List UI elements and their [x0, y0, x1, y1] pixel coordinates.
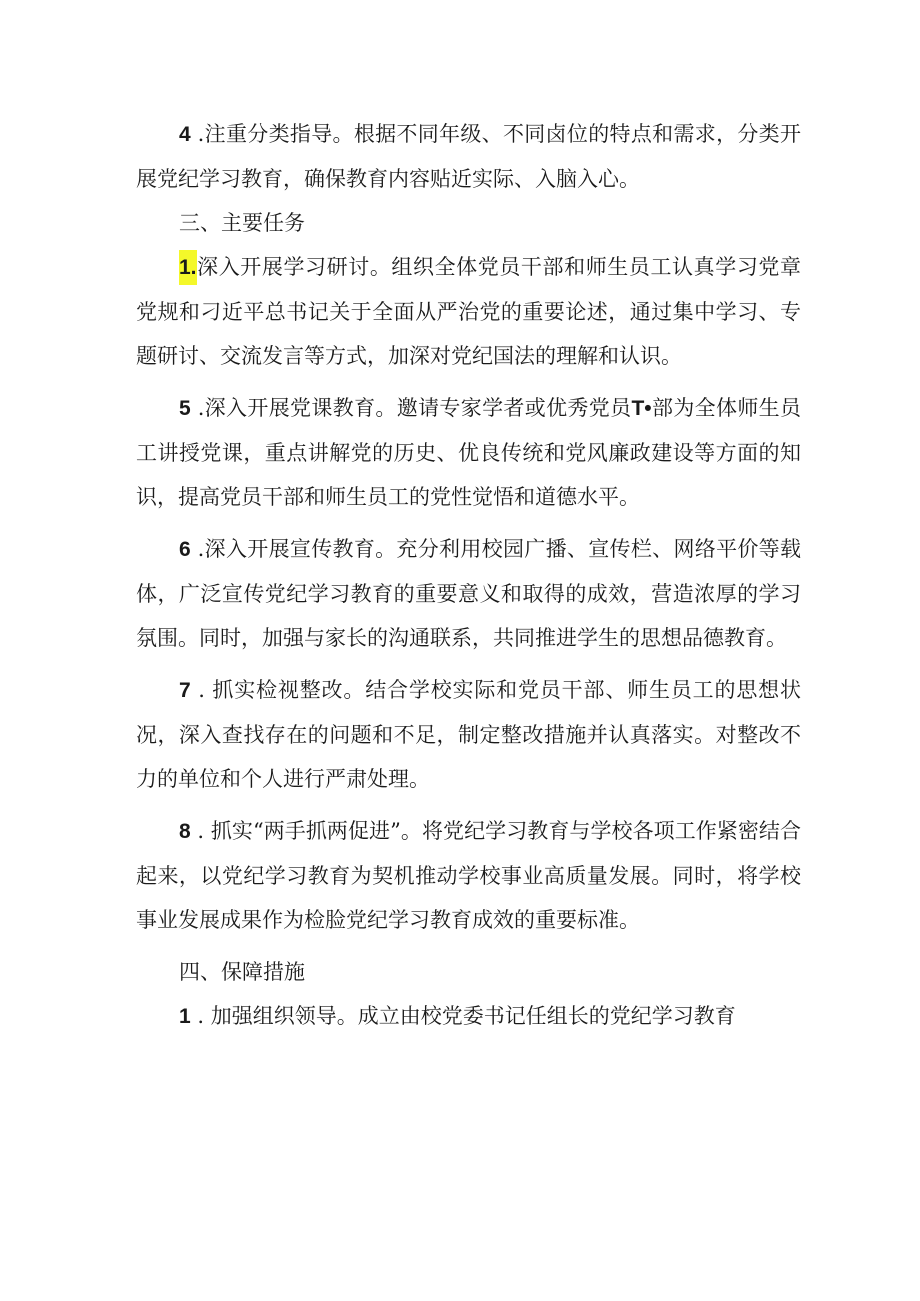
- paragraph-task-5: [136, 386, 801, 519]
- paragraph-text: . 抓实“两手抓两促进”。将党纪学习教育与学校各项工作紧密结合起来，以党纪学习教育为契机推动学校事业高质量发展。同时，将学校事业发展成果作为检脸党纪学习教育成效的重要标准。: [136, 819, 801, 932]
- paragraph-guarantee-1: [136, 994, 801, 1039]
- section-heading-guarantees: 四、保障措施: [179, 960, 305, 984]
- paragraph-text: . 加强组织领导。成立由校党委书记任组长的党纪学习教育: [190, 1004, 736, 1028]
- paragraph-text: . 抓实检视整改。结合学校实际和党员干部、师生员工的思想状况，深入查找存在的问题和不足，制定整改措施并认真落实。对整改不力的单位和个人进行严肃处理。: [136, 678, 801, 791]
- section-heading-main-tasks: 三、主要任务: [179, 211, 305, 235]
- paragraph-item-4: [136, 112, 801, 201]
- item-number: 5: [179, 397, 191, 420]
- paragraph-text: .深入开展宣传教育。充分利用校园广播、宣传栏、网络平价等载体，广泛宣传党纪学习教育的重要意义和取得的成效，营造浓厚的学习氛围。同时，加强与家长的沟通联系，共同推进学生的思想品德教育。: [136, 537, 801, 650]
- document-body: [136, 112, 801, 1039]
- item-number: 8: [179, 820, 191, 843]
- highlighted-item-number: 1.: [179, 250, 197, 285]
- item-number: 4: [179, 123, 191, 146]
- paragraph-text: .深入开展党课教育。邀请专家学者或优秀党员: [190, 396, 632, 420]
- paragraph-text: 深入开展学习研讨。组织全体党员干部和师生员工认真学习党章党规和刁近平总书记关于全面从严治党的重要论述，通过集中学习、专题研讨、交流发言等方式，加深对党纪国法的理解和认识。: [136, 255, 801, 368]
- paragraph-text: 部为全体师生员工讲授党课，重点讲解党的历史、优良传统和党风廉政建设等方面的知识，提高党员干部和师生员工的党性觉悟和道德水平。: [136, 396, 801, 509]
- paragraph-task-7: [136, 668, 801, 801]
- paragraph-task-6: [136, 527, 801, 660]
- item-number: 6: [179, 538, 191, 561]
- paragraph-task-1: [136, 245, 801, 378]
- item-number: 1: [179, 1005, 191, 1028]
- paragraph-task-8: [136, 809, 801, 942]
- item-number: 7: [179, 679, 191, 702]
- paragraph-text: .注重分类指导。根据不同年级、不同卤位的特点和需求，分类开展党纪学习教育，确保教育内容贴近实际、入脑入心。: [136, 122, 801, 191]
- ocr-artifact-text: T•: [631, 397, 652, 420]
